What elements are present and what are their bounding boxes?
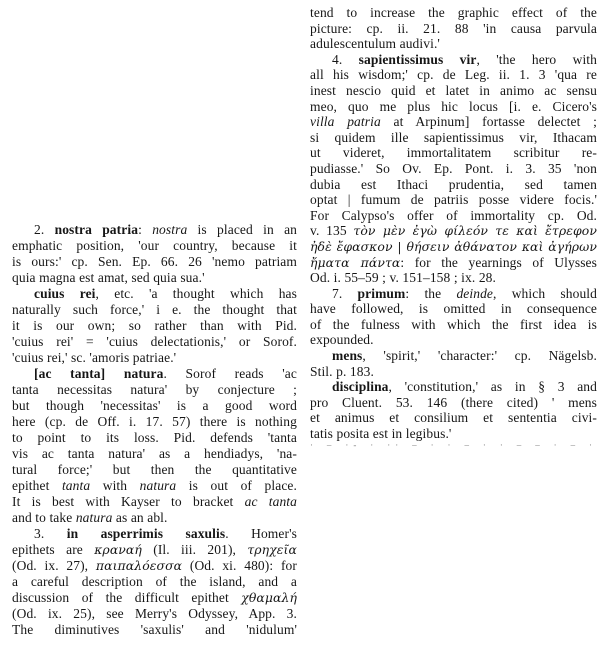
text-segment: and to take (12, 510, 76, 525)
text-segment: It is best with Kayser to bracket (12, 494, 245, 509)
cropped-line-remnant (310, 442, 597, 449)
left-text-line-5 (12, 286, 297, 302)
right-text-line-7 (310, 99, 597, 115)
right-text-line-11 (310, 161, 597, 177)
text-segment: (Il. iii. 201), (141, 542, 248, 557)
text-segment: For Calypso's offer of immortality cp. Od. (310, 207, 597, 223)
left-text-column (12, 222, 297, 638)
text-segment: epithet (12, 478, 62, 493)
text-segment: emphatic position, 'our country, because it (12, 238, 297, 253)
left-text-line-15 (12, 446, 297, 462)
text-segment: 'cuius rei,' sc. 'amoris patriae.' (12, 350, 177, 365)
text-segment: et animus et consilium et sententia civi- (310, 410, 597, 426)
text-segment: natura (139, 478, 177, 493)
text-segment: , etc. 'a thought which has (95, 286, 297, 301)
text-segment: . Sorof reads 'ac (163, 366, 297, 381)
text-segment: as an abl. (112, 510, 168, 525)
text-segment: all his wisdom;' cp. de Leg. ii. 1. 3 'qua re (310, 67, 597, 83)
left-text-line-25 (12, 606, 297, 622)
text-segment: tend to increase the graphic effect of the (310, 5, 597, 20)
text-segment: it is our own; so rather than with Pid. (12, 318, 297, 333)
left-text-line-23 (12, 574, 297, 590)
text-segment: v. 135 (310, 223, 354, 239)
text-segment: in asperrimis saxulis (66, 526, 226, 541)
text-segment: disciplina (332, 379, 389, 395)
text-segment: dubia est Ithaci prudentia, sed tamen (310, 176, 597, 192)
left-text-line-13 (12, 414, 297, 430)
greek-text-segment: ἤματα πάντα (310, 254, 401, 270)
right-text-line-13 (310, 192, 597, 208)
text-segment: cuius rei (34, 286, 96, 301)
right-text-column (310, 5, 597, 449)
greek-text-segment: τρηχεῖα (247, 542, 297, 557)
right-text-line-16 (310, 239, 597, 255)
text-segment: tural force;' but then the quantitative (12, 462, 297, 477)
text-segment: (Od. xi. 480): for (182, 558, 297, 573)
right-text-line-24 (310, 364, 597, 380)
right-text-line-5 (310, 67, 597, 83)
right-text-line-26 (310, 395, 597, 411)
text-segment: optat | fumum de patriis posse videre focis.' (310, 192, 597, 208)
right-text-line-12 (310, 177, 597, 193)
right-text-line-14 (310, 208, 597, 224)
text-segment: have followed, is omitted in consequence (310, 301, 597, 317)
right-text-line-23 (310, 348, 597, 364)
text-segment: naturally such force,' i e. the thought that (12, 302, 297, 317)
left-text-line-9 (12, 350, 297, 366)
right-text-line-1 (310, 5, 597, 21)
text-segment: is out of place. (176, 478, 297, 493)
text-segment: tanta (61, 478, 91, 493)
text-segment: quia magna est amat, sed quia sua.' (12, 270, 205, 285)
right-text-line-3 (310, 36, 597, 52)
left-text-line-22 (12, 558, 297, 574)
left-text-line-21 (12, 542, 297, 558)
left-text-line-1 (12, 222, 297, 238)
right-text-line-25 (310, 379, 597, 395)
text-segment: . Homer's (225, 526, 297, 541)
left-text-line-19 (12, 510, 297, 526)
text-segment: is ours:' cp. Sen. Ep. 66. 26 'nemo patriam (12, 254, 297, 269)
text-segment: pro Cluent. 53. 146 (there cited) ' mens (310, 394, 597, 410)
text-segment: : the (405, 285, 457, 301)
text-segment: , which should (493, 285, 597, 301)
left-text-line-12 (12, 398, 297, 414)
greek-text-segment: τὸν μὲν ἐγὼ φίλεόν τε καὶ ἔτρεφον (353, 223, 597, 239)
text-segment: adulescentulum audivi.' (310, 36, 440, 52)
right-text-line-15 (310, 223, 597, 239)
text-segment: , 'spirit,' 'character:' cp. Nägelsb. (362, 348, 597, 364)
text-segment: discussion of the difficult epithet (12, 590, 242, 605)
text-segment: Stil. p. 183. (310, 363, 374, 379)
text-segment: ut videret, immortalitatem scribitur re- (310, 145, 597, 161)
text-segment: sapientissimus vir (358, 51, 477, 67)
left-text-line-17 (12, 478, 297, 494)
greek-text-segment: ἠδὲ ἔφασκον | θήσειν ἀθάνατον καὶ ἀγήρων (310, 238, 597, 254)
text-segment: natura (75, 510, 113, 525)
text-segment: tanta necessitas natura' by conjecture ; (12, 382, 297, 397)
text-segment: nostra (152, 222, 188, 237)
text-segment: vis ac tanta natura' as a hendiadys, 'na- (12, 446, 297, 461)
left-text-line-10 (12, 366, 297, 382)
right-text-line-19 (310, 286, 597, 302)
text-segment: but though 'necessitas' is a good word (12, 398, 297, 413)
text-segment: (Od. ix. 25), see Merry's Odyssey, App. 3. (12, 606, 297, 621)
text-segment: ac tanta (244, 494, 297, 509)
left-text-line-16 (12, 462, 297, 478)
text-segment: 2. (34, 222, 55, 237)
text-segment: to point to its loss. Pid. defends 'tanta (12, 430, 297, 445)
text-segment: inest nescio quid et latet in animo ac sensu (310, 82, 597, 98)
left-text-line-7 (12, 318, 297, 334)
left-text-line-26 (12, 622, 297, 638)
left-text-line-4 (12, 270, 297, 286)
text-segment: , 'the hero with (476, 51, 597, 67)
right-text-line-17 (310, 255, 597, 271)
text-segment: 3. (34, 526, 67, 541)
text-segment: epithets are (12, 542, 95, 557)
right-text-line-6 (310, 83, 597, 99)
right-text-line-4 (310, 52, 597, 68)
right-text-line-27 (310, 410, 597, 426)
left-text-line-3 (12, 254, 297, 270)
text-segment: deinde (456, 285, 494, 301)
text-segment: tatis posita est in legibus.' (310, 426, 452, 442)
left-text-line-24 (12, 590, 297, 606)
right-text-line-28 (310, 426, 597, 442)
text-segment: is placed in an (187, 222, 297, 237)
text-segment: 4. (332, 51, 359, 67)
right-text-line-18 (310, 270, 597, 286)
text-segment: pudiasse.' So Ov. Ep. Pont. i. 3. 35 'non (310, 160, 597, 176)
left-text-line-18 (12, 494, 297, 510)
greek-text-segment: παιπαλόεσσα (95, 558, 183, 573)
text-segment: mens (332, 348, 363, 364)
text-segment: 'cuius rei' = 'cuius delectationis,' or Sorof. (12, 334, 297, 349)
text-segment: picture: cp. ii. 21. 88 'in causa parvula (310, 20, 597, 36)
left-text-line-2 (12, 238, 297, 254)
text-segment: : (138, 222, 153, 237)
text-segment: Od. i. 55–59 ; v. 151–158 ; ix. 28. (310, 270, 497, 286)
right-text-line-9 (310, 130, 597, 146)
text-segment: of the fulness with which the first idea is (310, 316, 597, 332)
text-segment: si quidem ille sapientissimus vir, Ithacam (310, 129, 597, 145)
right-text-line-8 (310, 114, 597, 130)
right-text-line-21 (310, 317, 597, 333)
greek-text-segment: κραναή (94, 542, 142, 557)
text-segment: primum (357, 285, 406, 301)
left-text-line-20 (12, 526, 297, 542)
text-segment: meo, quo me plus hic locus [i. e. Cicero's (310, 98, 597, 114)
text-segment: : for the yearnings of Ulysses (400, 254, 597, 270)
text-segment: [ac tanta] natura (34, 366, 164, 381)
text-segment: with (90, 478, 140, 493)
right-text-line-2 (310, 21, 597, 37)
text-segment: villa patria (310, 114, 381, 130)
right-text-line-22 (310, 332, 597, 348)
left-text-line-8 (12, 334, 297, 350)
text-segment: The diminutives 'saxulis' and 'nidulum' (12, 622, 297, 637)
greek-text-segment: χθαμαλή (241, 590, 297, 605)
text-segment: here (cp. de Off. i. 17. 57) there is nothing (12, 414, 297, 429)
text-segment: , 'constitution,' as in § 3 and (388, 379, 597, 395)
text-segment: at Arpinum] fortasse delectet ; (380, 114, 597, 130)
text-segment: nostra patria (54, 222, 139, 237)
right-text-line-10 (310, 145, 597, 161)
text-segment: · – ·‑ · ·· – · · – · · – – · – · (310, 441, 597, 449)
left-text-line-11 (12, 382, 297, 398)
left-text-line-14 (12, 430, 297, 446)
text-segment: a careful description of the island, and a (12, 574, 297, 589)
text-segment: expounded. (310, 332, 374, 348)
text-segment: 7. (332, 285, 358, 301)
left-text-line-6 (12, 302, 297, 318)
text-segment: (Od. ix. 27), (12, 558, 96, 573)
right-text-line-20 (310, 301, 597, 317)
